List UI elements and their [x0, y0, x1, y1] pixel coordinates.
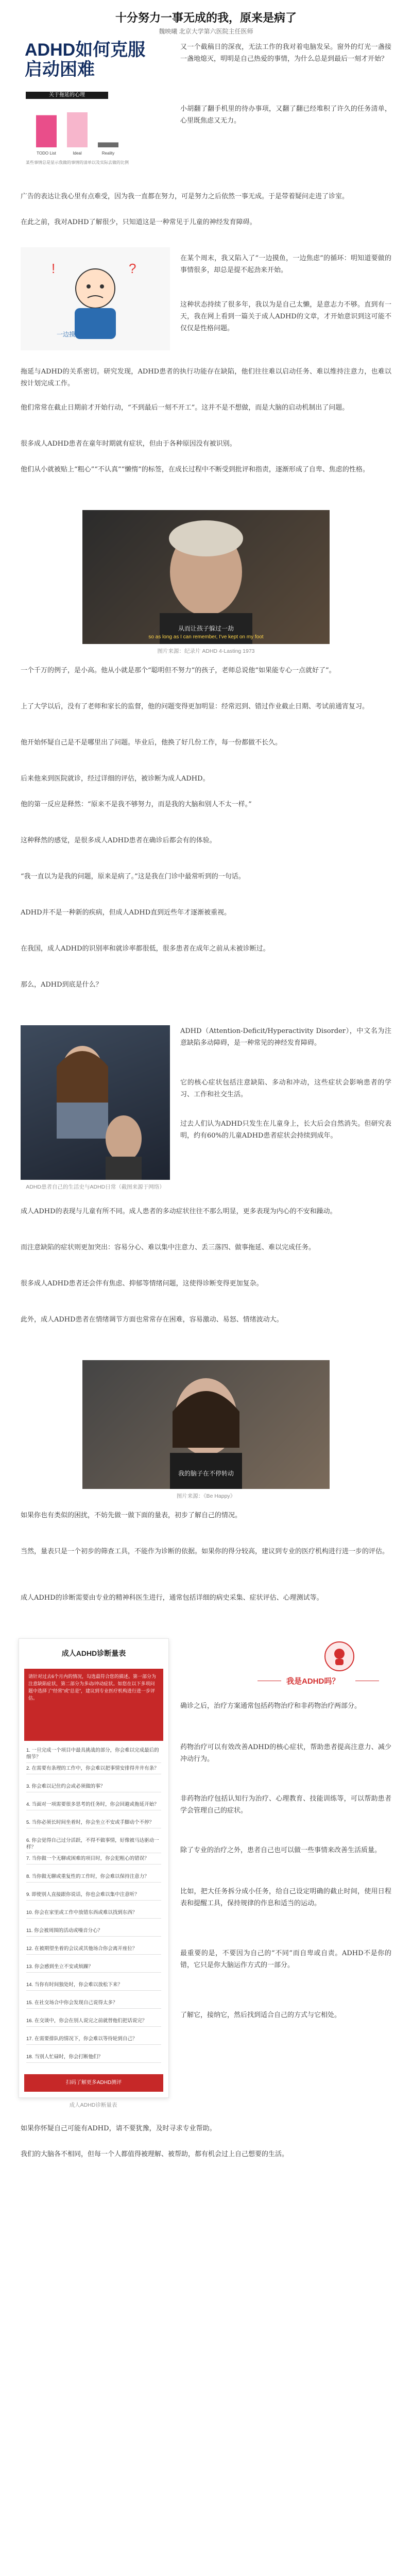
checklist-item: 13. 你会感到坐立不安或烦躁？ [26, 1963, 161, 1973]
paragraph: 此外，成人ADHD患者在情绪调节方面也常常存在困难，容易激动、易怒、情绪波动大。 [21, 1316, 283, 1324]
checklist-item: 16. 在交谈中，你会在别人说完之前就替他们把话说完？ [26, 2018, 161, 2027]
hero-graphic [21, 40, 170, 177]
hero-footer: 某些事情总是显示我做的事情的清单以及实际去做的比例 [26, 160, 129, 165]
hero-title: ADHD如何克服 启动困难 [25, 40, 146, 79]
checklist-item: 11. 你会被周围的活动或噪音分心？ [26, 1927, 161, 1937]
article-author: 魏映曦 北京大学第六医院主任医师 [159, 28, 253, 35]
section-heading: 我是ADHD吗？ [286, 1677, 340, 1686]
paragraph: 最重要的是，不要因为自己的“不同”而自卑或自责。ADHD不是你的错，它只是你大脑运作方式的一部分。 [180, 1950, 391, 1969]
paragraph: 拖延与ADHD的关系密切。研究发现，ADHD患者的执行功能存在缺陷，他们往往难以启动任务、难以维持注意力，也难以按计划完成工作。 [21, 368, 391, 387]
paragraph: 了解它，接纳它，然后找到适合自己的方式与它相处。 [180, 2011, 341, 2019]
checklist-item: 15. 在社交场合中你会发现自己说得太多？ [26, 1999, 161, 2009]
hero-chart-bar [67, 112, 88, 147]
checklist-item: 10. 你会在家里或工作中放错东西或难以找到东西？ [26, 1909, 161, 1919]
paragraph: 他们常常在截止日期前才开始行动，“不到最后一刻不开工”。这并不是不想做，而是大脑的启动机制出了问题。 [21, 404, 349, 412]
checklist-item: 4. 当面对一项需要很多思考的任务时，你会回避或拖延开始？ [26, 1801, 161, 1810]
hero-chart-label: TODO List [37, 151, 56, 156]
paragraph: 非药物治疗包括认知行为治疗、心理教育、技能训练等，可以帮助患者学会管理自己的症状。 [180, 1795, 391, 1815]
paragraph: 如果你也有类似的困扰，不妨先做一做下面的量表，初步了解自己的情况。 [21, 1512, 242, 1519]
checklist-item: 8. 当你做无聊或重复性的工作时，你会难以保持注意力？ [26, 1873, 161, 1883]
paragraph: ADHD（Attention-Deficit/Hyperactivity Disorder），中文名为注意缺陷多动障碍，是一种常见的神经发育障碍。 [180, 1027, 391, 1047]
paragraph: 在某个周末，我又陷入了“一边摸鱼，一边焦虑”的循环：明知道要做的事情很多，却总是提不起劲来开始。 [180, 255, 391, 274]
checklist-footer: 扫码了解更多ADHD测评 [24, 2074, 163, 2092]
checklist-item: 1. 一旦完成一个项目中最具挑战的部分，你会难以完成最后的细节？ [26, 1747, 161, 1763]
checklist-item: 9. 即使别人直接跟你说话，你也会难以集中注意听？ [26, 1891, 161, 1901]
photo-caption: 图片来源：纪录片 ADHD 4-Lasting 1973 [157, 648, 255, 654]
checklist-item: 6. 你会觉得自己过分活跃，不得不做事情，好像被马达驱动一样？ [26, 1837, 161, 1853]
photo-subtitle: 从而让孩子躲过一劫 [178, 625, 234, 632]
paragraph: 成人ADHD的表现与儿童有所不同。成人患者的多动症状往往不那么明显，更多表现为内心的不安和躁动。 [21, 1208, 337, 1215]
paragraph: 这种状态持续了很多年，我以为是自己太懒，是意志力不够。直到有一天，我在网上看到一篇关于成人ADHD的文章，才开始意识到这可能不仅仅是性格问题。 [180, 301, 391, 332]
paragraph: 而注意缺陷的症状则更加突出：容易分心、难以集中注意力、丢三落四、做事拖延、难以完成任务。 [21, 1244, 316, 1251]
hero-bar-label: 关于拖延的心理 [26, 92, 108, 99]
paragraph: 确诊之后，治疗方案通常包括药物治疗和非药物治疗两部分。 [180, 1702, 362, 1710]
paragraph: 成人ADHD的诊断需要由专业的精神科医生进行，通常包括详细的病史采集、症状评估、心理测试等。 [21, 1594, 323, 1602]
hero-chart-label: Ideal [73, 151, 82, 156]
paragraph: 当然，量表只是一个初步的筛查工具，不能作为诊断的依据。如果你的得分较高，建议到专业的医疗机构进行进一步的评估。 [21, 1548, 389, 1555]
paragraph: 过去人们认为ADHD只发生在儿童身上，长大后会自然消失。但研究表明，约有60%的儿童ADHD患者症状会持续到成年。 [180, 1120, 391, 1140]
paragraph: 一个千万的例子，是小高。他从小就是那个“聪明但不努力”的孩子，老师总说他“如果能专心一点就好了”。 [21, 667, 336, 674]
documentary-photo [82, 510, 330, 644]
paragraph: “我一直以为是我的问题，原来是病了。”这是我在门诊中最常听到的一句话。 [21, 873, 245, 880]
paragraph: 除了专业的治疗之外，患者自己也可以做一些事情来改善生活质量。 [180, 1846, 382, 1854]
article-title: 十分努力一事无成的我，原来是病了 [115, 11, 297, 24]
brain-icon [324, 1641, 354, 1671]
paragraph: 又一个截稿日的深夜，无法工作的我对着电脑发呆。窗外的灯光一盏接一盏地熄灭，明明是自己热爱的事情，为什么总是到最后一刻才开始？ [180, 43, 391, 63]
paragraph: 它的核心症状包括注意缺陷、多动和冲动，这些症状会影响患者的学习、工作和社交生活。 [180, 1079, 391, 1098]
adhd-checklist [19, 1638, 169, 2098]
hero-chart-label: Reality [101, 151, 115, 156]
photo-caption: 图片来源：《Be Happy》 [176, 1493, 236, 1499]
checklist-item: 2. 在需要有条理的工作中，你会难以把事情安排得井井有条？ [26, 1765, 161, 1774]
paragraph: 上了大学以后，没有了老师和家长的监督，他的问题变得更加明显：经常迟到、错过作业截止日期、考试前通宵复习。 [21, 703, 369, 710]
checklist-item: 18. 当别人忙碌时，你会打断他们？ [26, 2054, 161, 2063]
woman-portrait-icon [21, 1025, 170, 1180]
paragraph: 他开始怀疑自己是不是哪里出了问题。毕业后，他换了好几份工作，每一份都做不长久。 [21, 739, 282, 747]
paragraph: 在此之前，我对ADHD了解很少，只知道这是一种常见于儿童的神经发育障碍。 [21, 218, 256, 226]
hero-chart-bar [36, 115, 57, 147]
paragraph: 如果你怀疑自己可能有ADHD，请不要犹豫，及时寻求专业帮助。 [21, 2125, 216, 2132]
paragraph: 那么，ADHD到底是什么？ [21, 981, 102, 989]
paragraph: 后来他来到医院就诊，经过详细的评估，被诊断为成人ADHD。 [21, 775, 210, 783]
paragraph: 这种释然的感觉，是很多成人ADHD患者在确诊后都会有的体验。 [21, 837, 216, 844]
paragraph: ADHD并不是一种新的疾病，但成人ADHD直到近些年才逐渐被重视。 [21, 909, 231, 917]
checklist-item: 14. 当你有时间独处时，你会难以放松下来？ [26, 1981, 161, 1991]
paragraph: 小胡翻了翻手机里的待办事项，又翻了翻已经堆积了许久的任务清单，心里既焦虑又无力。 [180, 105, 391, 125]
photo-caption: ADHD患者自己的生活史与ADHD日常（截图来源于网络） [26, 1184, 165, 1190]
svg-text:!: ! [52, 261, 56, 276]
hero-chart [26, 101, 129, 158]
film-still-photo [82, 1360, 330, 1489]
paragraph: 他的第一反应是释然：“原来不是我不够努力，而是我的大脑和别人不太一样。” [21, 801, 252, 808]
hero-chart-bar [98, 142, 118, 147]
paragraph: 我们的大脑各不相同，但每一个人都值得被理解、被帮助，都有机会过上自己想要的生活。 [21, 2150, 289, 2158]
photo-subtitle-en: so as long as I can remember, I've kept on my foot [148, 634, 264, 640]
paragraph: 在我国，成人ADHD的识别率和就诊率都很低，很多患者在成年之前从未被诊断过。 [21, 945, 270, 953]
paragraph: 很多成人ADHD患者在童年时期就有症状，但由于各种原因没有被识别。 [21, 440, 236, 448]
paragraph: 很多成人ADHD患者还会伴有焦虑、抑郁等情绪问题，这使得诊断变得更加复杂。 [21, 1280, 263, 1287]
checklist-item: 3. 你会难以记住约会或必须做的事？ [26, 1783, 161, 1792]
paragraph: 广告的表达让我心里有点难受，因为我一直都在努力，可是努力之后依然一事无成。于是带着疑问走进了诊室。 [21, 193, 349, 200]
paragraph: 药物治疗可以有效改善ADHD的核心症状，帮助患者提高注意力、减少冲动行为。 [180, 1743, 391, 1763]
checklist-caption: 成人ADHD诊断量表 [69, 2102, 117, 2108]
checklist-item: 5. 当你必须长时间坐着时，你会坐立不安或手脚动个不停？ [26, 1819, 161, 1828]
checklist-intro: 请针对过去6个月内的情况，勾选最符合您的描述。第一部分为注意缺陷症状，第二部分为多动/冲动症状。如您在以下多项问题中选择了“经常”或“总是”，建议到专业医疗机构进行进一步评估。 [24, 1669, 163, 1741]
patient-photo [21, 1025, 170, 1180]
checklist-item: 17. 在需要排队的情况下，你会难以等待轮到自己？ [26, 2036, 161, 2045]
cartoon-label: 一边摸鱼，一边焦虑 [57, 331, 113, 338]
svg-text:?: ? [129, 261, 136, 276]
checklist-title: 成人ADHD诊断量表 [61, 1649, 126, 1657]
checklist-item: 7. 当你做一个无聊或困难的项目时，你会犯粗心的错误？ [26, 1855, 161, 1865]
paragraph: 比如，把大任务拆分成小任务，给自己设定明确的截止时间，使用日程表和提醒工具，保持规律的作息和适当的运动。 [180, 1888, 391, 1907]
checklist-item: 12. 在被期望坐着的会议或其他场合你会离开座位？ [26, 1945, 161, 1955]
paragraph: 他们从小就被贴上“粗心”“不认真”“懒惰”的标签，在成长过程中不断受到批评和指责，逐渐形成了自卑、焦虑的性格。 [21, 466, 369, 473]
photo-subtitle: 我的脑子在不停转动 [178, 1470, 234, 1477]
